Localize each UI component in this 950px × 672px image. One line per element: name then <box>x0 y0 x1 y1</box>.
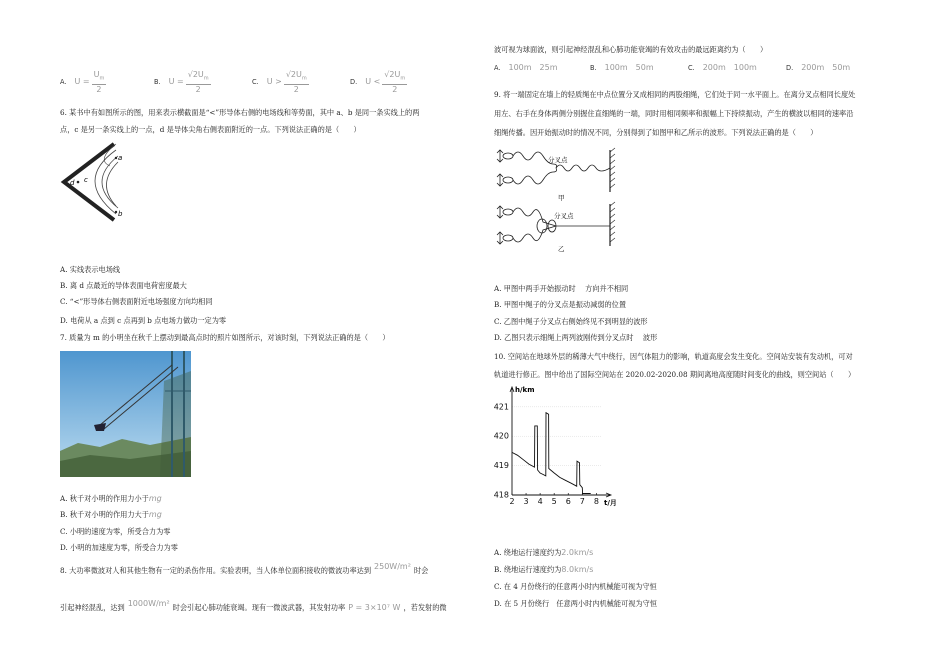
q7-option-b: B. 秋千对小明的作用力大于mg <box>60 510 162 519</box>
q10-x-tick-label: 4 <box>537 497 543 506</box>
q6-field-figure <box>58 140 128 224</box>
q5-option-d: D. U < $\frac{√2U_m}{2}$ <box>350 70 406 94</box>
q6-stem-line1: 6. 某书中有如图所示的图，用来表示横截面是“<”形导体右侧的电场线和等势面，其中 a、b 是同一条实线上的两 <box>60 108 420 117</box>
q6-option-d: D. 电荷从 a 点到 c 点再到 b 点电场力做功一定为零 <box>60 316 227 325</box>
q7-option-d: D. 小明的加速度为零，所受合力为零 <box>60 543 178 552</box>
q10-option-c: C. 在 4 月份绕行的任意两小时内机械能可视为守恒 <box>494 582 657 591</box>
q9-option-d: D. 乙图只表示细绳上两列波刚传到分叉点时 波形 <box>494 333 658 342</box>
q6-option-b: B. 离 d 点最近的导体表面电荷密度最大 <box>60 281 187 290</box>
q9-caption-jia: 甲 <box>558 194 565 202</box>
q5-b-fraction: $\frac{√2U_m}{2}$ <box>187 70 209 94</box>
q8-stem-line1: 8. 大功率微波对人和其他生物有一定的杀伤作用。实验表明，当人体单位面积接收的微波功率达到 250W/m² 时会 <box>60 562 429 575</box>
q10-x-axis-label: t/月 <box>604 499 617 507</box>
swing-photo <box>60 351 191 477</box>
orbit-height-series-line <box>512 413 591 494</box>
orbit-height-chart <box>490 380 625 515</box>
q5-a-fraction: $\frac{U_m}{2}$ <box>93 70 105 94</box>
q6-stem-line2: 点，c 是另一条实线上的一点，d 是导体尖角右侧表面附近的一点。下列说法正确的是（ ） <box>60 125 361 134</box>
q10-y-tick-label: 418 <box>493 490 509 500</box>
q10-x-tick-label: 3 <box>523 497 529 506</box>
q9-stem-line3: 细绳传播。因开始振动时的情况不同，分别得到了如图甲和乙所示的波形。下列说法正确的是（ ） <box>494 128 818 137</box>
q6-label-d: d <box>70 179 75 187</box>
q9-option-b: B. 甲图中绳子的分叉点是振动减弱的位置 <box>494 300 627 309</box>
q5-d-fraction: $\frac{√2U_m}{2}$ <box>384 70 406 94</box>
q9-split-label-1: 分叉点 <box>548 156 568 164</box>
q6-option-a: A. 实线表示电场线 <box>60 265 121 274</box>
q9-option-c: C. 乙图中绳子分叉点右侧始终见不到明显的波形 <box>494 317 648 326</box>
q10-option-d: D. 在 5 月份绕行 任意两小时内机械能可视为守恒 <box>494 599 657 608</box>
q7-option-a: A. 秋千对小明的作用力小于mg <box>60 494 162 503</box>
q5-c-fraction: $\frac{√2U_m}{2}$ <box>285 70 307 94</box>
q10-option-b: B. 绕地运行速度约为8.0km/s <box>494 565 594 574</box>
q10-x-tick-label: 2 <box>509 497 515 506</box>
q7-option-c: C. 小明的速度为零，所受合力为零 <box>60 527 171 536</box>
q9-wave-figure <box>494 142 619 254</box>
q10-option-a: A. 绕地运行速度约为2.0km/s <box>494 548 594 557</box>
q9-stem-line1: 9. 将一端固定在墙上的轻质绳在中点位置分叉成相同的两股细绳，它们处于同一水平面上。在离分叉点相同长度处 <box>494 90 856 99</box>
q8-option-a: A. 100m 25m <box>494 63 558 72</box>
q9-caption-yi: 乙 <box>558 245 565 253</box>
q10-x-tick-label: 6 <box>565 497 571 506</box>
q10-y-tick-label: 419 <box>493 461 509 471</box>
q10-x-tick-label: 8 <box>593 497 599 506</box>
q8-option-c: C. 200m 100m <box>688 63 757 72</box>
q8-stem-line2: 引起神经混乱，达到 1000W/m² 时会引起心肺功能衰竭。现有一微波武器，其发射功率 P = 3×10⁷ W ，若发射的微 <box>60 599 447 612</box>
q10-y-axis-label: h/km <box>515 386 535 394</box>
q8-option-d: D. 200m 50m <box>786 63 851 72</box>
q6-label-a: a <box>118 154 123 162</box>
q6-option-c: C. “<”形导体右侧表面附近电场强度方向均相同 <box>60 297 213 306</box>
q6-label-c: c <box>84 176 88 184</box>
q9-split-label-2: 分叉点 <box>554 212 574 220</box>
q9-option-a: A. 甲图中两手开始振动时 方向并不相同 <box>494 284 629 293</box>
q10-stem-line1: 10. 空间站在地球外层的稀薄大气中绕行，因气体阻力的影响，轨道高度会发生变化。空间站安装有发动机，可对 <box>494 352 853 361</box>
q5-option-b: B. U = $\frac{√2U_m}{2}$ <box>154 70 209 94</box>
q8-option-b: B. 100m 50m <box>590 63 654 72</box>
q9-stem-line2: 用左、右手在身体两侧分别握住直细绳的一端，同时用相同频率和振幅上下持续振动，产生的横波以相同的速率沿 <box>494 109 854 118</box>
q7-stem: 7. 质量为 m 的小明坐在秋千上摆动到最高点时的照片如图所示，对该时刻，下列说法正确的是（ ） <box>60 333 390 342</box>
q10-stem-line2: 轨道进行修正。图中给出了国际空间站在 2020.02-2020.08 期间离地高度随时间变化的曲线，则空间站（ ） <box>494 370 856 379</box>
q5-option-a: A. U = $\frac{U_m}{2}$ <box>60 70 105 94</box>
q6-label-b: b <box>118 210 123 218</box>
q10-y-tick-label: 420 <box>493 431 509 441</box>
q10-y-tick-label: 421 <box>493 402 509 412</box>
q5-option-c: C. U > $\frac{√2U_m}{2}$ <box>252 70 307 94</box>
q8-stem-cont: 波可视为球面波，则引起神经混乱和心肺功能衰竭的有效攻击的最远距离约为（ ） <box>494 45 768 54</box>
q10-x-tick-label: 5 <box>551 497 557 506</box>
q10-x-tick-label: 7 <box>579 497 585 506</box>
